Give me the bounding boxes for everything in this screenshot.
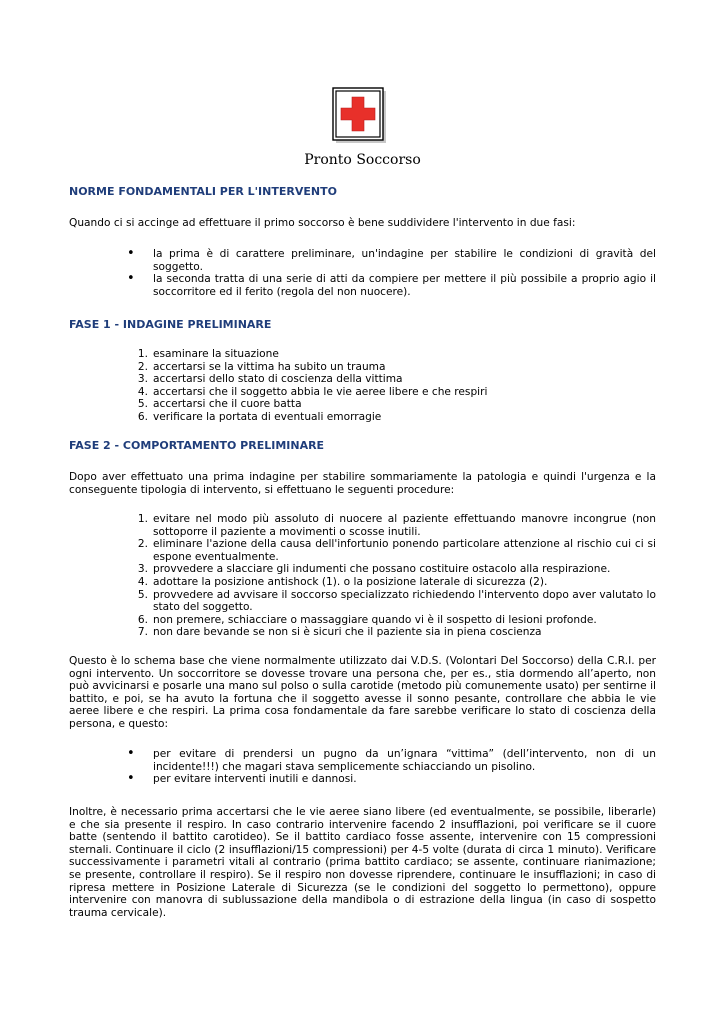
section-heading-fase1: FASE 1 - INDAGINE PRELIMINARE [69, 318, 272, 331]
list-item [0, 748, 656, 773]
list-item-text: eliminare l'azione della causa dell'infortunio ponendo particolare attenzione al rischio cui ci si espone eventualmente. [153, 538, 656, 563]
list-item [0, 513, 656, 538]
list-number: 6. [137, 613, 148, 626]
list-item [0, 373, 656, 386]
list-item [0, 576, 656, 589]
list-number: 1. [137, 513, 148, 525]
list-item-text: accertarsi che il soggetto abbia le vie aeree libere e che respiri [153, 385, 488, 398]
list-item-text: accertarsi se la vittima ha subito un trauma [153, 360, 386, 373]
section-heading-fase2: FASE 2 - COMPORTAMENTO PRELIMINARE [69, 439, 325, 452]
document-title: Pronto Soccorso [304, 152, 421, 168]
list-item-text: provvedere a slacciare gli indumenti che possano costituire ostacolo alla respirazione. [153, 563, 611, 576]
list-item-text: accertarsi che il cuore batta [153, 398, 302, 411]
list-number: 2. [137, 538, 148, 551]
bullet-marker: • [127, 746, 135, 761]
list-item-text: la prima è di carattere preliminare, un'indagine per stabilire le condizioni di gravità del soggetto. [153, 248, 656, 273]
list-item-text: provvedere ad avvisare il soccorso specializzato richiedendo l'intervento dopo aver valutato lo stato del soggetto. [153, 588, 656, 614]
list-number: 3. [137, 563, 148, 576]
fase1-numbered-list [0, 348, 725, 424]
list-number: 7. [137, 626, 148, 639]
list-item-text: non premere, schiacciare o massaggiare quando vi è il sospetto di lesioni profonde. [153, 613, 597, 626]
final-paragraph: Inoltre, è necessario prima accertarsi che le vie aeree siano libere (ed eventualmente, se possibile, liberarle) e che sia presente il respiro. In caso contrario intervenire facendo 2 insufflazioni, poi verificare se il cuore batte (sentendo il battito carotideo). Se il battito cardiaco fosse assente, intervenire con 15 compressioni sternali. Continuare il ciclo (2 insufflazioni/15 compressioni) per 4-5 volte (durata di circa 1 minuto). Verificare successivamente i parametri vitali al contrario (prima battito cardiaco; se assente, continuare rianimazione; se presente, controllare il respiro). Se il respiro non dovesse riprendere, continuare le insufflazioni; in caso di ripresa mettere in Posizione Laterale di Sicurezza (se le condizioni del soggetto lo permettono), oppure intervenire con manovra di sublussazione della mandibola o di estrazione della lingua (in caso di sospetto trauma cervicale). [69, 806, 656, 919]
list-number: 5. [137, 398, 148, 411]
list-item [0, 538, 656, 563]
list-item [0, 348, 656, 361]
bullet-marker: • [127, 771, 135, 787]
list-number: 1. [137, 348, 148, 360]
list-number: 4. [137, 575, 148, 588]
list-number: 6. [137, 410, 148, 423]
list-item [0, 411, 656, 424]
list-item-text: per evitare interventi inutili e dannosi. [153, 773, 357, 786]
list-number: 3. [137, 373, 148, 386]
list-item-text: per evitare di prendersi un pugno da un’ignara “vittima” (dell’intervento, non di un incidente!!!) che magari stava semplicemente schiacciando un pisolino. [153, 748, 656, 773]
schema-paragraph: Questo è lo schema base che viene normalmente utilizzato dai V.D.S. (Volontari Del Soccorso) della C.R.I. per ogni intervento. Un soccorritore se dovesse trovare una persona che, per es., stia dormendo all’aperto, non può avvicinarsi e posarle una mano sul polso o sulla carotide (metodo più comunemente usato) per sentirne il battito, e poi, se ha avuto la fortuna che il soggetto avesse il sonno pesante, controllare che abbia le vie aeree libere e che respiri. La prima cosa fondamentale da fare sarebbe verificare lo stato di coscienza della persona, e questo: [69, 655, 656, 730]
list-item [0, 248, 656, 273]
list-item [0, 273, 656, 298]
list-item-text: la seconda tratta di una serie di atti da compiere per mettere il più possibile a proprio agio il soccorritore ed il ferito (regola del non nuocere). [153, 273, 656, 298]
list-item [0, 589, 656, 614]
list-item-text: non dare bevande se non si è sicuri che il paziente sia in piena coscienza [153, 626, 542, 639]
list-number: 2. [137, 360, 148, 373]
list-number: 5. [137, 588, 148, 601]
norme-intro-paragraph: Quando ci si accinge ad effettuare il primo soccorso è bene suddividere l'intervento in due fasi: [69, 217, 576, 229]
bullet-marker: • [127, 271, 135, 287]
list-item [0, 361, 656, 374]
list-item [0, 773, 656, 786]
list-item [0, 563, 656, 576]
red-cross-first-aid-icon [331, 86, 389, 146]
list-item-text: adottare la posizione antishock (1). o la posizione laterale di sicurezza (2). [153, 575, 548, 588]
list-item [0, 614, 656, 627]
list-item-text: verificare la portata di eventuali emorragie [153, 410, 382, 423]
list-item [0, 398, 656, 411]
reasons-bullet-list [0, 748, 725, 786]
list-item-text: esaminare la situazione [153, 348, 279, 360]
fase2-numbered-list [0, 513, 725, 639]
list-item-text: accertarsi dello stato di coscienza della vittima [153, 373, 403, 386]
list-number: 4. [137, 385, 148, 398]
fase2-intro-paragraph: Dopo aver effettuato una prima indagine per stabilire sommariamente la patologia e quindi l'urgenza e la conseguente tipologia di intervento, si effettuano le seguenti procedure: [69, 471, 656, 496]
bullet-marker: • [127, 246, 135, 261]
list-item [0, 626, 656, 639]
list-item [0, 386, 656, 399]
section-heading-norme: NORME FONDAMENTALI PER L'INTERVENTO [69, 185, 337, 198]
list-item-text: evitare nel modo più assoluto di nuocere al paziente effettuando manovre incongrue (non sottoporre il paziente a movimenti o scosse inutili. [153, 513, 656, 538]
norme-bullet-list [0, 248, 725, 298]
